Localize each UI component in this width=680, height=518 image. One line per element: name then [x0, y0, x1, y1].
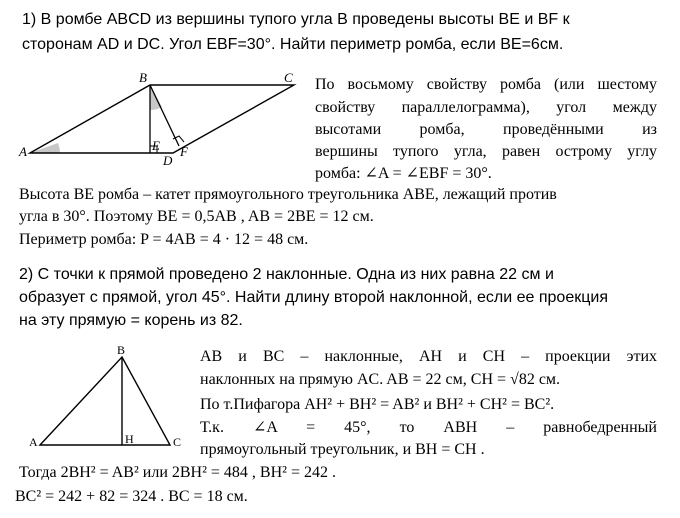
problem2-line1: 2) С точки к прямой проведено 2 наклонные. Одна из них равна 22 см и — [19, 266, 554, 283]
label-a: A — [19, 144, 27, 159]
p1-solution-line1: Высота BE ромба – катет прямоугольного треугольника ABE, лежащий против — [19, 186, 557, 203]
problem1-line2: сторонам AD и DC. Угол EBF=30°. Найти периметр ромба, если BE=6см. — [22, 36, 564, 53]
triangle-abc — [40, 357, 170, 445]
triangle-figure — [20, 338, 200, 450]
p2-explain-line1: AB и BC – наклонные, AH и CH – проекции этих — [200, 348, 657, 365]
p2-solution-line2: BC² = 242 + 82 = 324 . BC = 18 см. — [15, 488, 248, 505]
label-f: F — [180, 144, 188, 159]
p1-solution-line2: угла в 30°. Поэтому BE = 0,5AB , AB = 2BE = 12 см. — [19, 208, 374, 225]
p1-solution-line3: Периметр ромба: P = 4AB = 4 · 12 = 48 см. — [19, 231, 309, 248]
label-h: H — [125, 432, 134, 446]
label-e: E — [152, 138, 160, 153]
label-c2: C — [173, 435, 182, 449]
problem2-line3: на эту прямую = корень из 82. — [19, 312, 243, 329]
p2-explain-line4: Т.к. ∠A = 45°, то ABH – равнобедренный — [200, 419, 657, 436]
label-b: B — [139, 70, 147, 85]
p2-explain-line5: прямоугольный треугольник, и BH = CH . — [200, 441, 485, 458]
label-a2: A — [29, 435, 38, 449]
rhombus-figure — [0, 60, 310, 180]
label-d: D — [163, 153, 173, 168]
label-c: C — [284, 70, 293, 85]
label-b2: B — [117, 343, 126, 357]
p2-explain-line2: наклонных на прямую AC. AB = 22 см, CH = √82 см. — [200, 371, 561, 388]
p2-solution-line1: Тогда 2BH² = AB² или 2BH² = 484 , BH² = 242 . — [19, 464, 336, 481]
p1-explain-line3: высотами ромба, проведёнными из — [315, 121, 657, 138]
problem2-line2: образует с прямой, угол 45°. Найти длину второй наклонной, если ее проекция — [19, 289, 608, 306]
p1-explain-line1: По восьмому свойству ромба (или шестому — [315, 76, 657, 93]
rhombus-abcd — [30, 85, 294, 153]
height-bf — [150, 85, 179, 146]
problem1-line1: 1) В ромбе ABCD из вершины тупого угла B проведены высоты BE и BF к — [22, 11, 570, 28]
p2-explain-line3: По т.Пифагора AH² + BH² = AB² и BH² + CH² = BC². — [200, 396, 555, 413]
p1-explain-line2: свойству параллелограмма), угол между — [315, 99, 657, 116]
p1-explain-line5: ромба: ∠A = ∠EBF = 30°. — [315, 165, 492, 182]
p1-explain-line4: вершины тупого угла, равен острому углу — [315, 143, 657, 160]
